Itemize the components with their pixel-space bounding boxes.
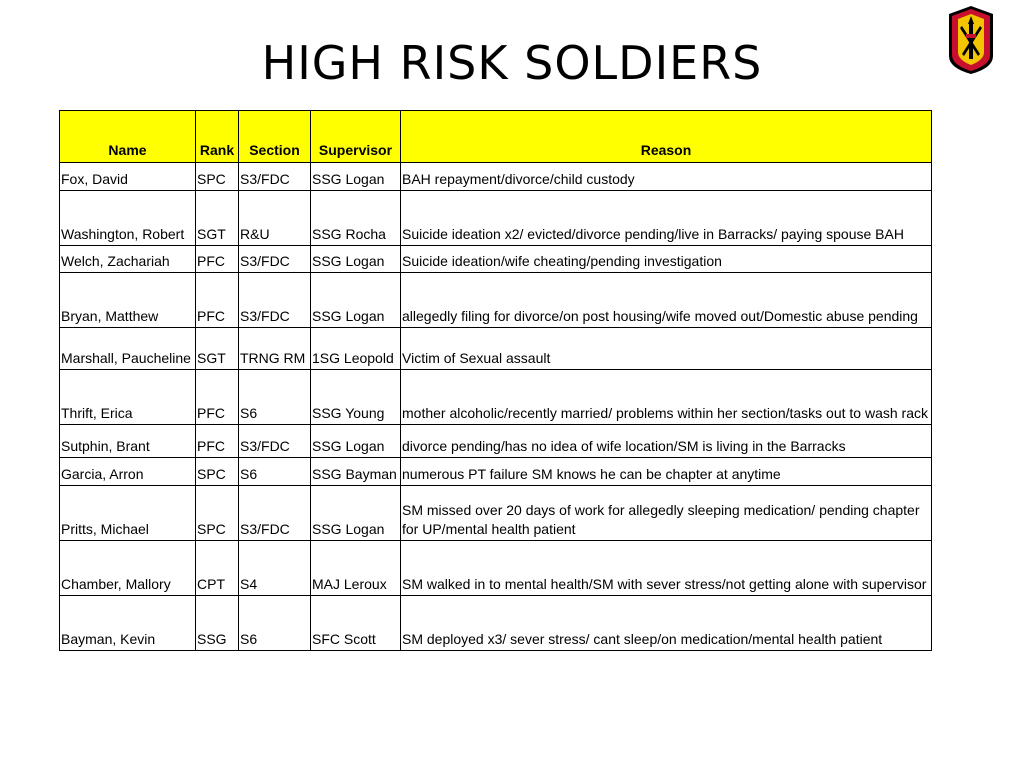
- cell-rank: SGT: [196, 191, 239, 246]
- cell-reason: allegedly filing for divorce/on post housing/wife moved out/Domestic abuse pending: [401, 273, 932, 328]
- table-row: [60, 273, 932, 328]
- column-header-name: Name: [60, 111, 196, 163]
- cell-section: S6: [239, 596, 311, 651]
- cell-reason: Suicide ideation x2/ evicted/divorce pending/live in Barracks/ paying spouse BAH: [401, 191, 932, 246]
- cell-section: S6: [239, 458, 311, 486]
- cell-section: S3/FDC: [239, 273, 311, 328]
- cell-section: S3/FDC: [239, 163, 311, 191]
- cell-reason: numerous PT failure SM knows he can be chapter at anytime: [401, 458, 932, 486]
- cell-rank: SPC: [196, 486, 239, 541]
- cell-name: Fox, David: [60, 163, 196, 191]
- cell-rank: SSG: [196, 596, 239, 651]
- table-row: [60, 458, 932, 486]
- table-row: [60, 541, 932, 596]
- cell-supervisor: SSG Logan: [311, 163, 401, 191]
- table-row: [60, 370, 932, 425]
- cell-supervisor: SFC Scott: [311, 596, 401, 651]
- cell-name: Chamber, Mallory: [60, 541, 196, 596]
- cell-name: Bayman, Kevin: [60, 596, 196, 651]
- cell-reason: SM deployed x3/ sever stress/ cant sleep/on medication/mental health patient: [401, 596, 932, 651]
- cell-reason: Victim of Sexual assault: [401, 328, 932, 370]
- cell-supervisor: SSG Logan: [311, 246, 401, 273]
- cell-rank: PFC: [196, 246, 239, 273]
- table-row: [60, 328, 932, 370]
- cell-reason: SM missed over 20 days of work for allegedly sleeping medication/ pending chapter for UP/mental health patient: [401, 486, 932, 541]
- table-row: [60, 596, 932, 651]
- column-header-reason: Reason: [401, 111, 932, 163]
- slide-title: HIGH RISK SOLDIERS: [261, 36, 763, 90]
- table-row: [60, 246, 932, 273]
- cell-reason: mother alcoholic/recently married/ problems within her section/tasks out to wash rack: [401, 370, 932, 425]
- table-row: [60, 163, 932, 191]
- table-header-row: [60, 111, 932, 163]
- cell-supervisor: SSG Bayman: [311, 458, 401, 486]
- cell-name: Sutphin, Brant: [60, 425, 196, 458]
- cell-section: S3/FDC: [239, 486, 311, 541]
- cell-rank: SPC: [196, 458, 239, 486]
- cell-section: R&U: [239, 191, 311, 246]
- cell-rank: SPC: [196, 163, 239, 191]
- cell-name: Welch, Zachariah: [60, 246, 196, 273]
- cell-section: S3/FDC: [239, 425, 311, 458]
- column-header-supervisor: Supervisor: [311, 111, 401, 163]
- cell-rank: CPT: [196, 541, 239, 596]
- cell-supervisor: SSG Logan: [311, 486, 401, 541]
- unit-insignia-icon: [946, 4, 996, 76]
- cell-name: Pritts, Michael: [60, 486, 196, 541]
- cell-section: TRNG RM: [239, 328, 311, 370]
- cell-supervisor: MAJ Leroux: [311, 541, 401, 596]
- cell-section: S6: [239, 370, 311, 425]
- cell-supervisor: SSG Logan: [311, 425, 401, 458]
- cell-rank: PFC: [196, 370, 239, 425]
- cell-reason: divorce pending/has no idea of wife location/SM is living in the Barracks: [401, 425, 932, 458]
- cell-supervisor: SSG Logan: [311, 273, 401, 328]
- column-header-rank: Rank: [196, 111, 239, 163]
- cell-name: Marshall, Paucheline: [60, 328, 196, 370]
- cell-supervisor: 1SG Leopold: [311, 328, 401, 370]
- cell-reason: BAH repayment/divorce/child custody: [401, 163, 932, 191]
- cell-rank: SGT: [196, 328, 239, 370]
- high-risk-soldiers-table: [59, 110, 932, 651]
- cell-supervisor: SSG Rocha: [311, 191, 401, 246]
- cell-name: Thrift, Erica: [60, 370, 196, 425]
- cell-section: S4: [239, 541, 311, 596]
- cell-supervisor: SSG Young: [311, 370, 401, 425]
- table-row: [60, 425, 932, 458]
- cell-rank: PFC: [196, 425, 239, 458]
- cell-name: Garcia, Arron: [60, 458, 196, 486]
- table-row: [60, 191, 932, 246]
- column-header-section: Section: [239, 111, 311, 163]
- cell-reason: SM walked in to mental health/SM with sever stress/not getting alone with supervisor: [401, 541, 932, 596]
- cell-rank: PFC: [196, 273, 239, 328]
- cell-section: S3/FDC: [239, 246, 311, 273]
- cell-name: Bryan, Matthew: [60, 273, 196, 328]
- cell-name: Washington, Robert: [60, 191, 196, 246]
- cell-reason: Suicide ideation/wife cheating/pending investigation: [401, 246, 932, 273]
- table-row: [60, 486, 932, 541]
